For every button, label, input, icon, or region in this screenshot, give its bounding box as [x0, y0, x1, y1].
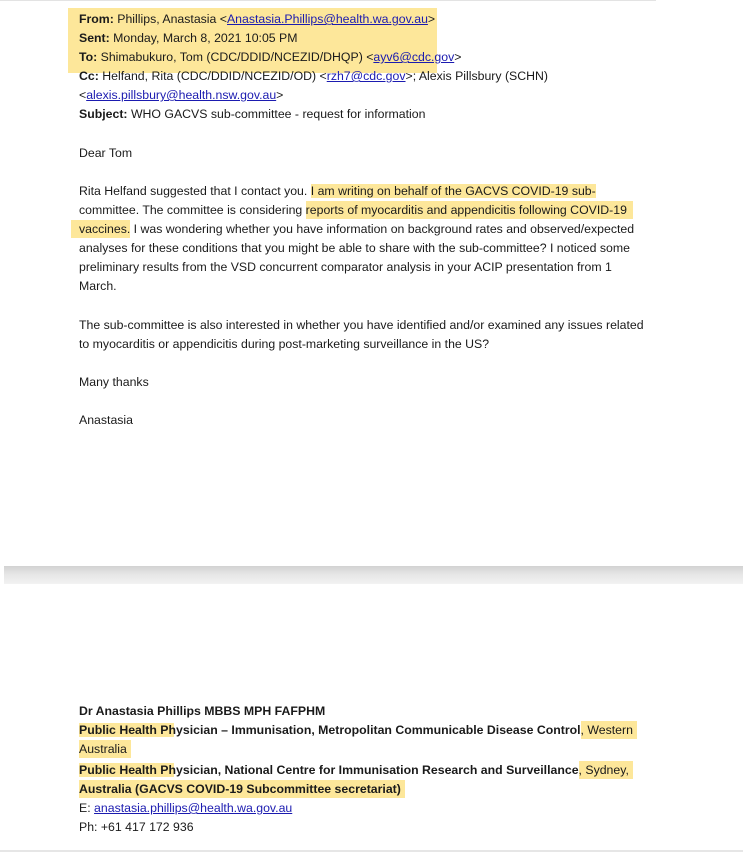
p1-highlight: I am writing on behalf of the GACVS COVID-19 sub- [310, 184, 596, 198]
sent-value: Monday, March 8, 2021 10:05 PM [113, 31, 298, 45]
subject-value: WHO GACVS sub-committee - request for information [130, 107, 426, 121]
p2-line-2: to myocarditis or appendicitis during post-marketing surveillance in the US? [79, 337, 490, 351]
cc-line [79, 67, 548, 86]
to-email-link[interactable]: ayv6@cdc.gov [373, 50, 455, 64]
signature-email-link[interactable]: anastasia.phillips@health.wa.gov.au [94, 801, 293, 815]
sent-label: Sent: [79, 31, 110, 45]
p1-text: I was wondering whether you have information on background rates and observed/expected [130, 222, 635, 236]
from-email-link[interactable]: Anastasia.Phillips@health.wa.gov.au [226, 12, 428, 26]
signature-email [79, 799, 292, 818]
role-1-location: , Western [581, 721, 637, 739]
p1-line-2 [79, 201, 633, 220]
p1-line-5: preliminary results from the VSD concurrent comparator analysis in your ACIP presentation from 1 [79, 260, 612, 274]
p1-highlight: vaccines. [71, 220, 130, 238]
from-line [79, 10, 435, 29]
cc-label: Cc: [79, 69, 99, 83]
cc-name-2: >; Alexis Pillsbury (SCHN) [405, 69, 548, 83]
role-1-highlight: Public Health Physician – Immunisation, Metropolitan Communicable Disease Control [79, 723, 581, 737]
p2-line-1: The sub-committee is also interested in whether you have identified and/or examined any issues related [79, 318, 644, 332]
page-edge-line [0, 0, 656, 1]
email-page-bottom [0, 584, 743, 852]
p1-text: Rita Helfand suggested that I contact you. [79, 184, 311, 198]
signature-role-1-cont [79, 740, 131, 759]
p1-text: committee. The committee is considering [79, 203, 306, 217]
sent-line [79, 29, 298, 48]
signature-role-2-cont [79, 780, 405, 799]
p1-line-6: March. [79, 279, 117, 293]
signature-name: Dr Anastasia Phillips MBBS MPH FAFPHM [79, 704, 326, 718]
role-2-highlight: Public Health Physician, National Centre for Immunisation Research and Surveillance [79, 763, 579, 777]
subject-label: Subject: [79, 107, 128, 121]
role-2-location: , Sydney, [579, 761, 633, 779]
from-name: Phillips, Anastasia < [117, 12, 227, 26]
signature-role-1 [79, 721, 637, 740]
role-2-country: Australia (GACVS COVID-19 Subcommittee secretariat) [79, 780, 405, 798]
p1-highlight: reports of myocarditis and appendicitis following COVID-19 [306, 201, 633, 219]
cc-line-2 [79, 86, 283, 105]
p1-line-4: analyses for these conditions that you might be able to share with the sub-committee? I noticed some [79, 241, 630, 255]
email-label: E: [79, 801, 95, 815]
page-separator [4, 566, 743, 584]
closing: Many thanks [79, 375, 149, 389]
from-label: From: [79, 12, 114, 26]
greeting: Dear Tom [79, 146, 133, 160]
to-label: To: [79, 50, 98, 64]
to-line [79, 48, 461, 67]
p1-line-3 [79, 220, 634, 239]
cc-email-link-1[interactable]: rzh7@cdc.gov [326, 69, 406, 83]
cc-close: > [276, 88, 284, 102]
to-name: Shimabukuro, Tom (CDC/DDID/NCEZID/DHQP) < [100, 50, 374, 64]
cc-name-1: Helfand, Rita (CDC/DDID/NCEZID/OD) < [102, 69, 327, 83]
role-1-country: Australia [79, 740, 131, 758]
p1-line-1 [79, 182, 596, 201]
sender-first-name: Anastasia [79, 413, 134, 427]
signature-phone: Ph: +61 417 172 936 [79, 820, 194, 834]
cc-email-link-2[interactable]: alexis.pillsbury@health.nsw.gov.au [86, 88, 277, 102]
signature-role-2 [79, 761, 633, 780]
from-end: > [427, 12, 436, 26]
subject-line [79, 105, 425, 124]
to-end: > [454, 50, 462, 64]
cc-open: < [79, 88, 87, 102]
